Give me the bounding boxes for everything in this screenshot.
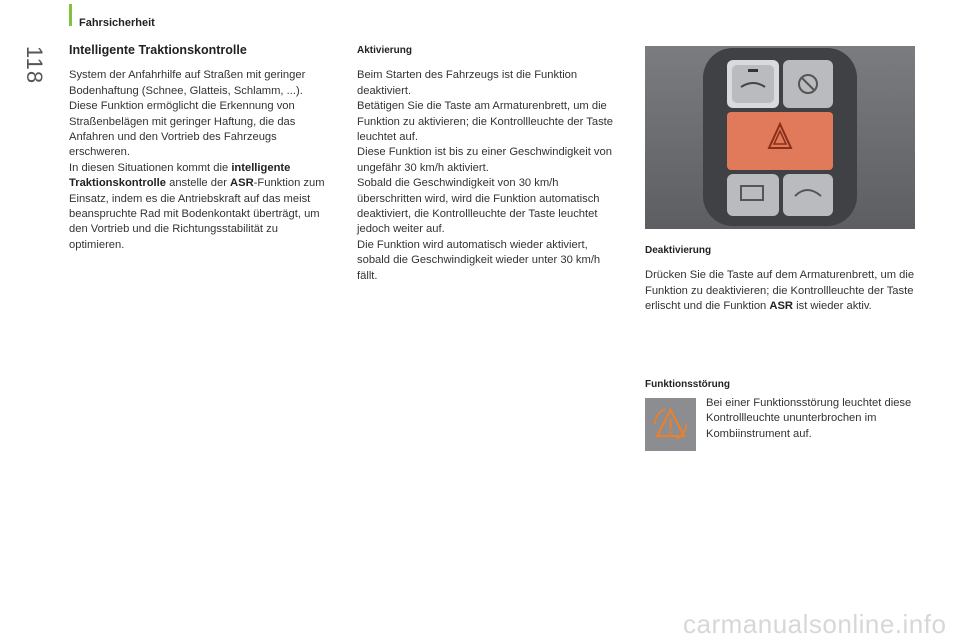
text-run: Drücken Sie die Taste auf dem Armaturenbrett, um die Funktion zu deaktivieren; die Kontrollleuchte der Taste erlischt und die Funktion <box>645 269 915 313</box>
activation-line-2: Betätigen Sie die Taste am Armaturenbrett, um die Funktion zu aktivieren; die Kontrollleuchte der Taste leuchtet auf. <box>357 100 614 144</box>
deactivation-heading: Deaktivierung <box>645 245 712 256</box>
watermark: carmanualsonline.info <box>683 609 947 639</box>
text-run: anstelle der <box>165 177 231 190</box>
dashboard-buttons-photo <box>645 46 915 229</box>
fault-text: Bei einer Funktionsstörung leuchtet diese Kontrollleuchte ununterbrochen im Kombiinstrument auf. <box>706 397 912 440</box>
text-run: In diesen Situationen kommt die <box>69 161 232 174</box>
fault-text-block <box>706 396 916 442</box>
section-accent-bar <box>69 4 72 26</box>
activation-line-4: Sobald die Geschwindigkeit von 30 km/h überschritten wird, wird die Funktion automatisch deaktiviert, die Kontrollleuchte der Taste leuchtet jedoch weiter auf. <box>357 177 600 236</box>
deactivation-text <box>645 268 920 314</box>
bold-term: ASR <box>230 177 254 190</box>
bold-term: ASR <box>769 300 793 313</box>
intro-paragraph-2 <box>69 161 329 253</box>
fault-heading: Funktionsstörung <box>645 379 730 390</box>
intro-paragraph: System der Anfahrhilfe auf Straßen mit geringer Bodenhaftung (Schnee, Glatteis, Schlamm, ...). Diese Funktion ermöglicht die Erkennung von Straßenbelägen mit geringer Haftung, die das Anfahren und den Vortrieb des Fahrzeugs erschweren. <box>69 69 306 159</box>
activation-line-3: Diese Funktion ist bis zu einer Geschwindigkeit von ungefähr 30 km/h aktiviert. <box>357 146 612 174</box>
activation-line-1: Beim Starten des Fahrzeugs ist die Funktion deaktiviert. <box>357 69 578 97</box>
column-intro <box>69 43 329 253</box>
activation-heading: Aktivierung <box>357 45 413 56</box>
column-deactivation <box>645 243 920 315</box>
bold-term: intelligente Traktionskontrolle <box>69 161 291 190</box>
section-header: Fahrsicherheit <box>79 17 155 29</box>
text-run: ist wieder aktiv. <box>793 300 872 313</box>
page-number: 118 <box>22 46 47 85</box>
traction-warning-icon <box>645 398 696 451</box>
text-run: -Funktion zum Einsatz, indem es die Antriebskraft auf das meist beanspruchte Rad mit Bodenkontakt überträgt, um den Vortrieb und die Richtungsstabilität zu optimieren. <box>69 177 325 251</box>
column-activation <box>357 43 622 284</box>
page-title: Intelligente Traktionskontrolle <box>69 43 247 57</box>
fault-heading-block <box>645 377 920 392</box>
activation-line-5: Die Funktion wird automatisch wieder aktiviert, sobald die Geschwindigkeit wieder unter 30 km/h fällt. <box>357 238 601 282</box>
dashboard-buttons-illustration <box>645 46 915 229</box>
warning-triangle-icon <box>645 398 696 451</box>
